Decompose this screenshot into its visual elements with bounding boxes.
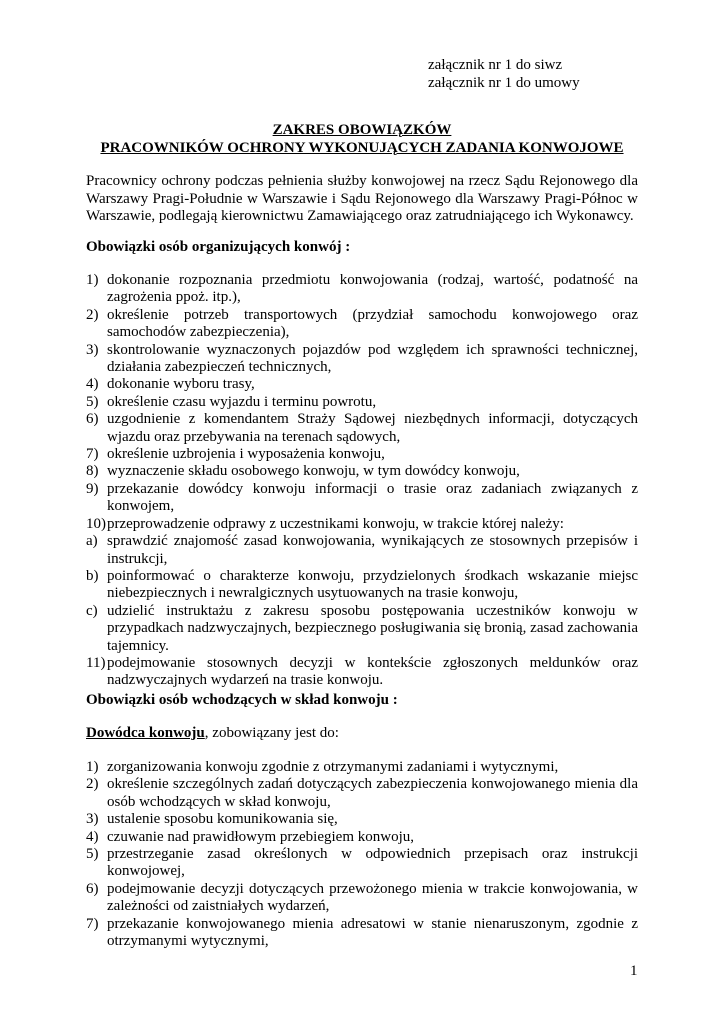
list-item: [86, 776, 638, 811]
list-item: [86, 463, 638, 480]
item-text: podejmowanie decyzji dotyczących przewożonego mienia w trakcie konwojowania, w zależności od zaistniałych wydarzeń,: [107, 880, 638, 915]
item-text: przeprowadzenie odprawy z uczestnikami konwoju, w trakcie której należy:: [107, 515, 564, 532]
item-text: przekazanie konwojowanego mienia adresatowi w stanie nienaruszonym, zgodnie z otrzymanymi wytycznymi,: [107, 915, 638, 950]
item-number: 5): [86, 846, 99, 863]
item-text: czuwanie nad prawidłowym przebiegiem konwoju,: [107, 828, 414, 845]
item-number: a): [86, 533, 98, 550]
item-number: 4): [86, 376, 99, 393]
list-item: [86, 394, 638, 411]
item-number: 11): [86, 654, 106, 671]
item-text: sprawdzić znajomość zasad konwojowania, wynikających ze stosownych przepisów i instrukcji,: [107, 533, 638, 567]
item-text: skontrolowanie wyznaczonych pojazdów pod względem ich sprawności technicznej, działania zabezpieczeń technicznych,: [107, 341, 638, 376]
list-item: [86, 759, 638, 776]
list-item: [86, 411, 638, 446]
item-number: b): [86, 567, 99, 584]
commander-rest: , zobowiązany jest do:: [204, 725, 339, 741]
commander-label: Dowódca konwoju: [86, 725, 205, 741]
item-number: c): [86, 602, 98, 619]
item-number: 8): [86, 463, 99, 480]
item-text: dokonanie rozpoznania przedmiotu konwojowania (rodzaj, wartość, podatność na zagrożenia ppoż. itp.),: [107, 272, 638, 306]
item-number: 10): [86, 515, 106, 532]
list-item: [86, 376, 638, 393]
item-number: 6): [86, 411, 99, 428]
commander-line: [86, 725, 339, 742]
item-text: poinformować o charakterze konwoju, przydzielonych środkach wskazanie miejsc niebezpiecznych i newralgicznych usytuowanych na trasie konwoju,: [107, 567, 638, 602]
section2-heading: Obowiązki osób wchodzących w skład konwoju :: [86, 692, 398, 708]
list-item: [86, 881, 638, 916]
item-number: 1): [86, 272, 99, 288]
list-item: [86, 533, 638, 568]
item-number: 3): [86, 341, 99, 358]
item-number: 2): [86, 306, 99, 323]
list-item: [86, 272, 638, 307]
item-text: określenie uzbrojenia i wyposażenia konwoju,: [107, 446, 385, 463]
title-line-1: ZAKRES OBOWIĄZKÓW: [272, 122, 452, 138]
item-number: 3): [86, 811, 99, 828]
section1-list: [86, 272, 638, 690]
attachment-line-1: załącznik nr 1 do siwz: [428, 57, 563, 73]
item-number: 2): [86, 776, 99, 793]
item-text: wyznaczenie składu osobowego konwoju, w tym dowódcy konwoju,: [107, 463, 520, 480]
item-text: zorganizowania konwoju zgodnie z otrzymanymi zadaniami i wytycznymi,: [107, 759, 559, 775]
item-number: 6): [86, 880, 99, 897]
list-item: [86, 603, 638, 655]
item-number: 9): [86, 480, 99, 497]
item-number: 4): [86, 828, 99, 845]
list-item: [86, 516, 638, 533]
item-text: przekazanie dowódcy konwoju informacji o trasie oraz zadaniach związanych z konwojem,: [107, 480, 638, 515]
list-item: [86, 846, 638, 881]
attachment-header: [428, 56, 580, 92]
list-item: [86, 568, 638, 603]
document-title: [86, 121, 638, 157]
list-item: [86, 342, 638, 377]
item-text: udzielić instruktażu z zakresu sposobu postępowania uczestników konwoju w przypadkach nadzwyczajnych, bezpiecznego posługiwania się bronią, zasad zachowania tajemnicy.: [107, 602, 639, 654]
item-text: uzgodnienie z komendantem Straży Sądowej niezbędnych informacji, dotyczących wjazdu oraz przebywania na terenach sądowych,: [107, 411, 638, 445]
item-text: podejmowanie stosownych decyzji w kontekście zgłoszonych meldunków oraz nadzwyczajnych wydarzeń na trasie konwoju.: [107, 654, 638, 689]
attachment-line-2: załącznik nr 1 do umowy: [428, 75, 580, 91]
item-number: 7): [86, 915, 99, 932]
item-text: określenie potrzeb transportowych (przydział samochodu konwojowego oraz samochodów zabezpieczenia),: [107, 306, 638, 341]
intro-paragraph: Pracownicy ochrony podczas pełnienia służby konwojowej na rzecz Sądu Rejonowego dla Warszawy Pragi-Południe w Warszawie i Sądu Rejonowego dla Warszawy Pragi-Północ w Warszawie, podlegają kierownictwu Zamawiającego oraz zatrudniającego ich Wykonawcy.: [86, 173, 638, 224]
list-item: [86, 307, 638, 342]
item-text: ustalenie sposobu komunikowania się,: [107, 811, 338, 828]
item-text: przestrzeganie zasad określonych w odpowiednich przepisach oraz instrukcji konwojowej,: [107, 846, 638, 880]
title-line-2: PRACOWNIKÓW OCHRONY WYKONUJĄCYCH ZADANIA KONWOJOWE: [100, 140, 624, 156]
list-item: [86, 811, 638, 828]
list-item: [86, 829, 638, 846]
section2-list: [86, 759, 638, 950]
list-item: [86, 916, 638, 951]
item-text: określenie szczególnych zadań dotyczących zabezpieczenia konwojowanego mienia dla osób wchodzących w skład konwoju,: [107, 776, 638, 810]
list-item: [86, 481, 638, 516]
list-item: [86, 446, 638, 463]
item-text: dokonanie wyboru trasy,: [107, 376, 255, 393]
item-number: 7): [86, 446, 99, 463]
page-number: 1: [630, 963, 638, 979]
item-number: 5): [86, 393, 99, 410]
list-item: [86, 655, 638, 690]
item-text: określenie czasu wyjazdu i terminu powrotu,: [107, 393, 377, 410]
section1-heading: Obowiązki osób organizujących konwój :: [86, 239, 351, 255]
item-number: 1): [86, 759, 99, 775]
